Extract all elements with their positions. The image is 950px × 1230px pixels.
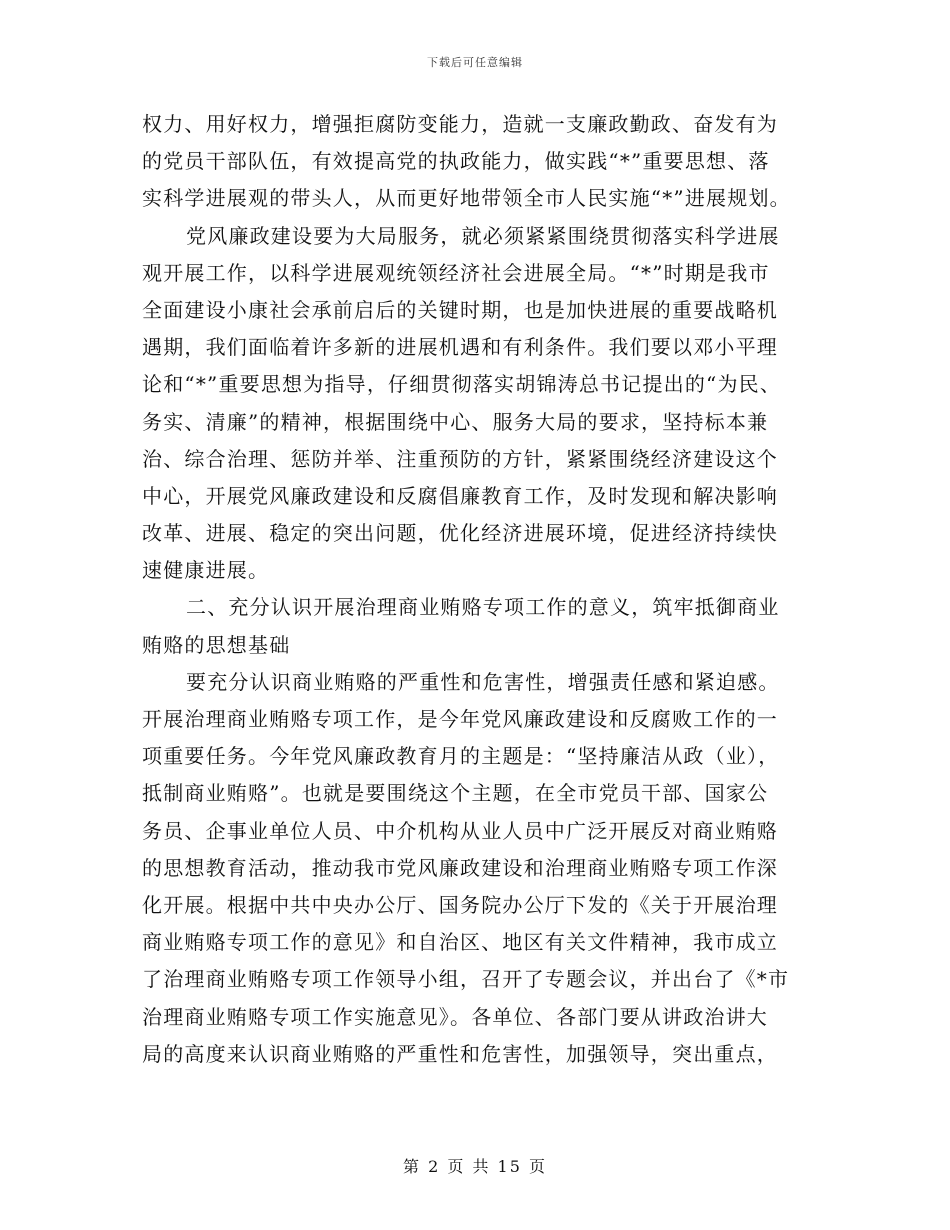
text-line: 抵制商业贿赂”。也就是要围绕这个主题，在全市党员干部、国家公 xyxy=(142,781,769,806)
document-body xyxy=(142,106,822,1073)
text-line: 开展治理商业贿赂专项工作，是今年党风廉政建设和反腐败工作的一 xyxy=(142,707,778,731)
text-line: 务员、企事业单位人员、中介机构从业人员中广泛开展反对商业贿赂 xyxy=(142,818,778,843)
text-line: 中心，开展党风廉政建设和反腐倡廉教育工作，及时发现和解决影响 xyxy=(142,483,778,508)
text-line: 改革、进展、稳定的突出问题，优化经济进展环境，促进经济持续快 xyxy=(142,521,778,546)
text-line: 化开展。根据中共中央办公厅、国务院办公厅下发的《关于开展治理 xyxy=(142,892,778,917)
page-footer: 第 2 页 共 15 页 xyxy=(403,1157,547,1176)
text-line: 项重要任务。今年党风廉政教育月的主题是：“坚持廉洁从政（业）， xyxy=(142,744,780,769)
text-line: 权力、用好权力，增强拒腐防变能力，造就一支廉政勤政、奋发有为 xyxy=(142,112,778,136)
text-line: 实科学进展观的带头人，从而更好地带领全市人民实施“*”进展规划。 xyxy=(142,186,791,211)
section-heading-line: 二、充分认识开展治理商业贿赂专项工作的意义，筑牢抵御商业 xyxy=(186,595,780,620)
text-line: 观开展工作，以科学进展观统领经济社会进展全局。“*”时期是我市 xyxy=(142,260,770,285)
paragraph-start-line: 党风廉政建设要为大局服务，就必须紧紧围绕贯彻落实科学进展 xyxy=(186,223,780,248)
text-line: 的党员干部队伍，有效提高党的执政能力，做实践“*”重要思想、落 xyxy=(142,149,770,174)
text-line: 治理商业贿赂专项工作实施意见》。各单位、各部门要从讲政治讲大 xyxy=(142,1004,768,1029)
text-line: 治、综合治理、惩防并举、注重预防的方针，紧紧围绕经济建设这个 xyxy=(142,446,778,471)
text-line: 速健康进展。 xyxy=(142,558,270,583)
section-heading-line: 贿赂的思想基础 xyxy=(142,632,291,657)
text-line: 论和“*”重要思想为指导，仔细贯彻落实胡锦涛总书记提出的“为民、 xyxy=(142,372,782,397)
text-line: 全面建设小康社会承前启后的关键时期，也是加快进展的重要战略机 xyxy=(142,297,778,322)
text-line: 了治理商业贿赂专项工作领导小组，召开了专题会议，并出台了《*市 xyxy=(142,967,790,992)
paragraph-start-line: 要充分认识商业贿赂的严重性和危害性，增强责任感和紧迫感。 xyxy=(186,669,780,694)
text-line: 局的高度来认识商业贿赂的严重性和危害性，加强领导，突出重点， xyxy=(142,1041,778,1066)
text-line: 遇期，我们面临着许多新的进展机遇和有利条件。我们要以邓小平理 xyxy=(142,335,778,360)
text-line: 商业贿赂专项工作的意见》和自治区、地区有关文件精神，我市成立 xyxy=(142,930,778,955)
text-line: 的思想教育活动，推动我市党风廉政建设和治理商业贿赂专项工作深 xyxy=(142,855,778,880)
page-header: 下载后可任意编辑 xyxy=(427,56,523,69)
text-line: 务实、清廉”的精神，根据围绕中心、服务大局的要求，坚持标本兼 xyxy=(142,409,769,434)
